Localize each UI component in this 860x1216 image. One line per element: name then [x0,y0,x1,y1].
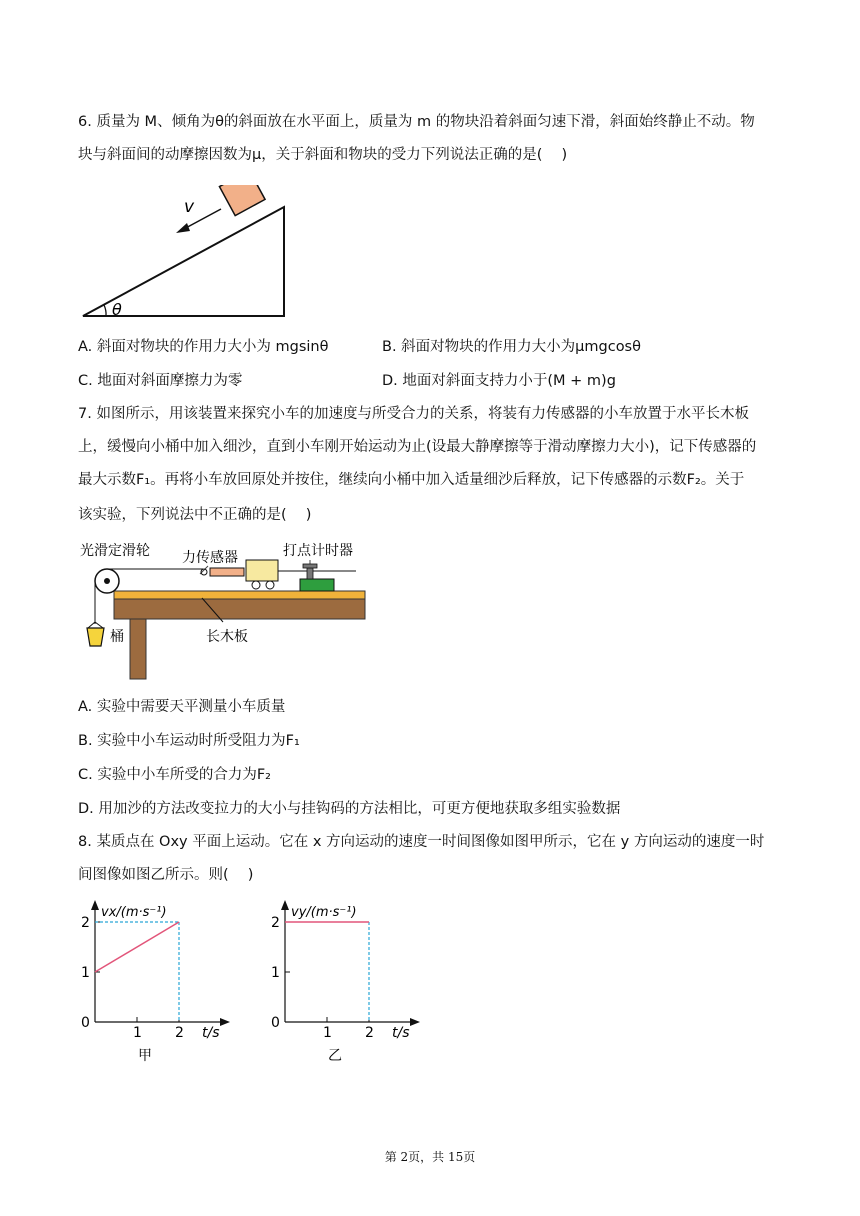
y-tick-label: 1 [271,965,280,981]
table-top [114,599,365,619]
timer-base [300,579,334,591]
table-leg [130,619,146,679]
angle-arc [104,305,106,316]
pulley-axle [104,578,110,584]
q6-stem-line-2: 块与斜面间的动摩擦因数为μ，关于斜面和物块的受力下列说法正确的是( ) [78,147,568,163]
q7-option-c: C. 实验中小车所受的合力为F₂ [78,767,271,783]
vy-t-chart [258,896,423,1066]
q7-option-b: B. 实验中小车运动时所受阻力为F₁ [78,733,300,749]
q6-incline-figure [78,185,293,320]
x-tick-label: 2 [175,1025,184,1041]
vx-t-chart [68,896,233,1066]
x-tick-label: 2 [365,1025,374,1041]
force-sensor [210,568,244,576]
velocity-arrowhead [176,223,190,233]
velocity-label: v [184,197,195,217]
timer-label: 打点计时器 [283,543,353,559]
q6-option-a: A. 斜面对物块的作用力大小为 mgsinθ [78,339,329,355]
q7-apparatus-figure [78,538,373,683]
q7-stem-line-1: 7. 如图所示，用该装置来探究小车的加速度与所受合力的关系，将装有力传感器的小车放置于水平长木板 [78,406,749,422]
cart [246,560,278,581]
q6-option-c: C. 地面对斜面摩擦力为零 [78,373,243,389]
timer-post [307,568,313,579]
q6-stem-line-1: 6. 质量为 M、倾角为θ的斜面放在水平面上，质量为 m 的物块沿着斜面匀速下滑，斜面始终静止不动。物 [78,114,755,130]
q7-stem-line-2: 上，缓慢向小桶中加入细沙，直到小车刚开始运动为止(设最大静摩擦等于滑动摩擦力大小)，记下传感器的 [78,439,757,455]
sensor-label: 力传感器 [182,550,238,566]
q8-stem-line-2: 间图像如图乙所示。则( ) [78,867,254,883]
y-tick-label: 2 [81,915,90,931]
x-axis-label: t/s [202,1025,220,1041]
y-tick-label: 2 [271,915,280,931]
q6-option-d: D. 地面对斜面支持力小于(M + m)g [382,373,616,389]
pulley-label: 光滑定滑轮 [80,543,150,559]
long-board [114,591,365,599]
x-axis-label: t/s [392,1025,410,1041]
q7-stem-line-4: 该实验，下列说法中不正确的是( ) [78,507,312,523]
x-axis-arrow [410,1018,420,1026]
q7-option-a: A. 实验中需要天平测量小车质量 [78,699,286,715]
cart-wheel-1 [252,581,260,589]
page-footer: 第 2页，共 15页 [384,1150,476,1164]
q6-option-b: B. 斜面对物块的作用力大小为μmgcosθ [382,339,641,355]
block [219,185,265,216]
board-label: 长木板 [206,629,248,645]
q7-stem-line-3: 最大示数F₁。再将小车放回原处并按住，继续向小桶中加入适量细沙后释放，记下传感器的示数F₂。关于 [78,472,745,488]
series-line [95,922,179,972]
chart-caption: 甲 [138,1048,152,1064]
y-axis-label: vy/(m·s⁻¹) [291,905,357,920]
chart-caption: 乙 [328,1048,342,1064]
bucket-label: 桶 [110,629,124,645]
x-tick-label: 1 [133,1025,142,1041]
angle-label: θ [112,300,122,319]
y-axis-arrow [281,900,289,910]
origin-label: 0 [271,1015,280,1031]
bucket [87,628,104,646]
y-axis-arrow [91,900,99,910]
x-axis-arrow [220,1018,230,1026]
y-tick-label: 1 [81,965,90,981]
cart-wheel-2 [266,581,274,589]
q7-option-d: D. 用加沙的方法改变拉力的大小与挂钩码的方法相比，可更方便地获取多组实验数据 [78,801,621,817]
origin-label: 0 [81,1015,90,1031]
timer-clip [303,564,317,568]
y-axis-label: vx/(m·s⁻¹) [101,905,167,920]
q8-stem-line-1: 8. 某质点在 Oxy 平面上运动。它在 x 方向运动的速度一时间图像如图甲所示，它在 y 方向运动的速度一时 [78,834,765,850]
x-tick-label: 1 [323,1025,332,1041]
